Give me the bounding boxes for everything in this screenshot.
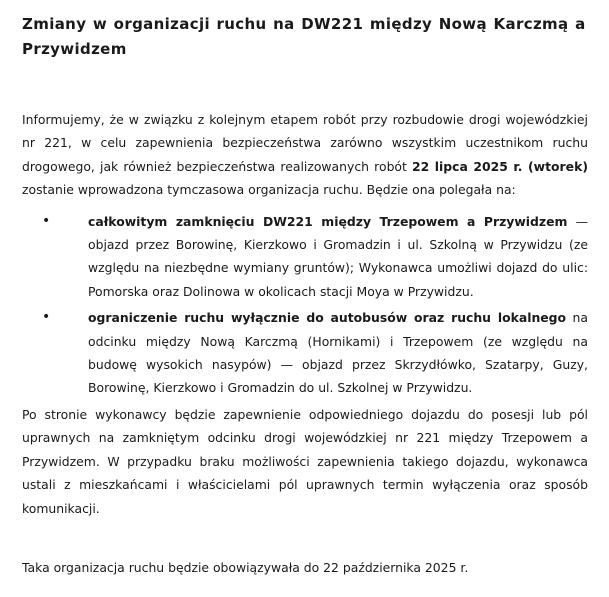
intro-date: 22 lipca 2025 r. (wtorek) [412, 158, 588, 174]
list-item-text: na odcinku między Nową Karczmą (Hornikami) i Trzepowem (ze względu na budowę wysokich nasypów) — objazd przez Skrzydłówko, Szatarpy, Guzy, Borowinę, Kierzkowo i Gromadzin do ul. Szkolnej w Przywidzu. [88, 310, 588, 396]
article-title: Zmiany w organizacji ruchu na DW221 między Nową Karczmą a Przywidzem [22, 15, 586, 58]
access-paragraph: Po stronie wykonawcy będzie zapewnienie odpowiedniego dojazdu do posesji lub pól uprawnych na zamkniętym odcinku drogi wojewódzkiej nr 221 między Trzepowem a Przywidzem. W przypadku braku możliwości zapewnienia takiego dojazdu, wykonawca ustali z mieszkańcami i właścicielami pól uprawnych termin wyłączenia oraz sposób komunikacji. [22, 406, 588, 516]
bullet-marker: • [42, 212, 51, 229]
list-item [22, 210, 588, 304]
bullet-marker: • [42, 309, 51, 326]
list-item [22, 306, 588, 400]
article [22, 12, 588, 579]
list-item-text: — objazd przez Borowinę, Kierzkowo i Gromadzin i ul. Szkolną w Przywidzu (ze względu na niezbędne wymiany gruntów); Wykonawca umożliwi dojazd do ulic: Pomorska oraz Dolinowa w okolicach stacji Moya w Przywidzu. [88, 213, 588, 299]
list-item-bold: ograniczenie ruchu wyłącznie do autobusów oraz ruchu lokalnego [88, 310, 567, 326]
intro-paragraph [22, 108, 588, 202]
list-item-bold: całkowitym zamknięciu DW221 między Trzepowem a Przywidzem [88, 213, 568, 229]
intro-text-after: zostanie wprowadzona tymczasowa organizacja ruchu. Będzie ona polegała na: [22, 182, 516, 198]
measures-list [22, 210, 588, 400]
closing-paragraph: Taka organizacja ruchu będzie obowiązywała do 22 października 2025 r. [22, 559, 469, 575]
intro-text-before: Informujemy, że w związku z kolejnym etapem robót przy rozbudowie drogi wojewódzkiej nr 221, w celu zapewnienia bezpieczeństwa zarówno wszystkim uczestnikom ruchu drogowego, jak również bezpieczeństwa realizowanych robót [22, 112, 588, 174]
